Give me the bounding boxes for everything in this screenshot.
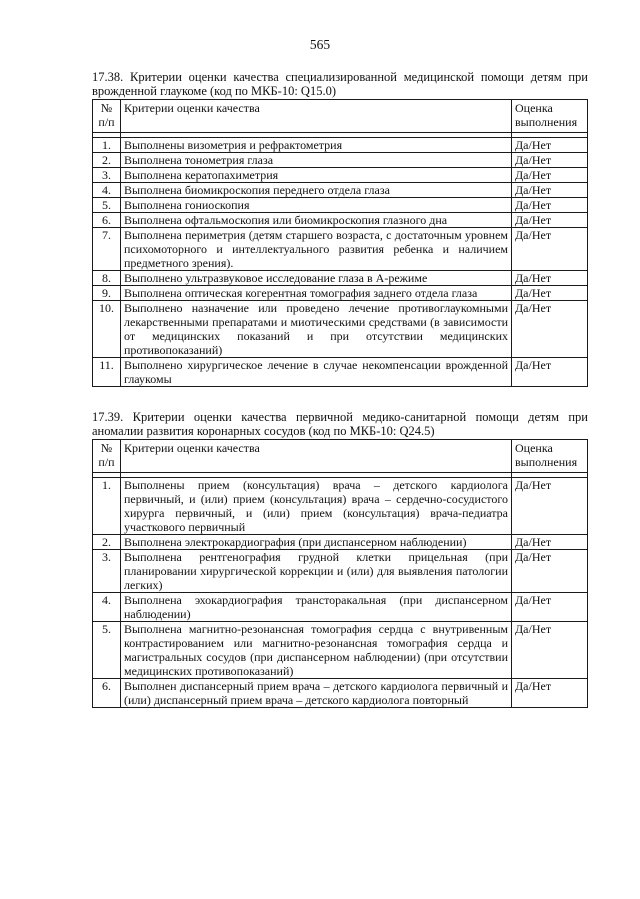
table-row: [93, 271, 588, 286]
page-number: 565: [309, 37, 331, 52]
table-row: [93, 213, 588, 228]
row-number: 3.: [93, 550, 121, 593]
row-number: 3.: [93, 168, 121, 183]
row-criterion: Выполнена гониоскопия: [121, 198, 512, 213]
row-number: 9.: [93, 286, 121, 301]
row-number: 8.: [93, 271, 121, 286]
table-row: [93, 153, 588, 168]
row-evaluation: Да/Нет: [512, 301, 588, 358]
row-evaluation: Да/Нет: [512, 679, 588, 708]
row-number: 7.: [93, 228, 121, 271]
row-number: 6.: [93, 213, 121, 228]
row-number: 5.: [93, 198, 121, 213]
row-evaluation: Да/Нет: [512, 622, 588, 679]
table-row: [93, 535, 588, 550]
header-evaluation: Оценка выполнения: [512, 100, 588, 133]
row-evaluation: Да/Нет: [512, 153, 588, 168]
row-evaluation: Да/Нет: [512, 228, 588, 271]
row-evaluation: Да/Нет: [512, 168, 588, 183]
row-criterion: Выполнена тонометрия глаза: [121, 153, 512, 168]
table-header-row: [93, 100, 588, 133]
row-evaluation: Да/Нет: [512, 198, 588, 213]
row-number: 11.: [93, 358, 121, 387]
row-criterion: Выполнена офтальмоскопия или биомикроскопия глазного дна: [121, 213, 512, 228]
row-criterion: Выполнена магнитно-резонансная томография сердца с внутривенным контрастированием или магнитно-резонансная томография сердца и магистральных сосудов (при диспансерном наблюдении) (при отсутствии медицинских противопоказаний): [121, 622, 512, 679]
row-criterion: Выполнена периметрия (детям старшего возраста, с достаточным уровнем психомоторного и интеллектуального развития ребенка и наличием предметного зрения).: [121, 228, 512, 271]
row-evaluation: Да/Нет: [512, 358, 588, 387]
section-17-39: [92, 410, 588, 708]
row-number: 2.: [93, 153, 121, 168]
row-evaluation: Да/Нет: [512, 550, 588, 593]
row-criterion: Выполнена электрокардиография (при диспансерном наблюдении): [121, 535, 512, 550]
row-evaluation: Да/Нет: [512, 271, 588, 286]
table-row: [93, 138, 588, 153]
row-evaluation: Да/Нет: [512, 478, 588, 535]
row-criterion: Выполнена рентгенография грудной клетки прицельная (при планировании хирургической коррекции и (или) для выявления патологии легких): [121, 550, 512, 593]
section-title: 17.39. Критерии оценки качества первичной медико-санитарной помощи детям при аномалии развития коронарных сосудов (код по МКБ-10: Q24.5): [92, 410, 588, 438]
row-evaluation: Да/Нет: [512, 183, 588, 198]
row-criterion: Выполнены визометрия и рефрактометрия: [121, 138, 512, 153]
row-number: 1.: [93, 478, 121, 535]
table-row: [93, 228, 588, 271]
row-number: 4.: [93, 593, 121, 622]
row-criterion: Выполнена эхокардиография трансторакальная (при диспансерном наблюдении): [121, 593, 512, 622]
row-criterion: Выполнена оптическая когерентная томография заднего отдела глаза: [121, 286, 512, 301]
table-row: [93, 198, 588, 213]
row-number: 1.: [93, 138, 121, 153]
row-criterion: Выполнена биомикроскопия переднего отдела глаза: [121, 183, 512, 198]
row-evaluation: Да/Нет: [512, 138, 588, 153]
row-number: 10.: [93, 301, 121, 358]
table-row: [93, 478, 588, 535]
header-number: № п/п: [93, 100, 121, 133]
row-number: 2.: [93, 535, 121, 550]
table-row: [93, 679, 588, 708]
section-title: 17.38. Критерии оценки качества специализированной медицинской помощи детям при врожденной глаукоме (код по МКБ-10: Q15.0): [92, 70, 588, 98]
header-number: № п/п: [93, 440, 121, 473]
row-criterion: Выполнено ультразвуковое исследование глаза в А-режиме: [121, 271, 512, 286]
row-evaluation: Да/Нет: [512, 213, 588, 228]
row-number: 5.: [93, 622, 121, 679]
row-criterion: Выполнена кератопахиметрия: [121, 168, 512, 183]
row-criterion: Выполнены прием (консультация) врача – детского кардиолога первичный, и (или) прием (консультация) врача – сердечно-сосудистого хирурга первичный, и (или) прием (консультация) врача-педиатра участкового первичный: [121, 478, 512, 535]
table-row: [93, 593, 588, 622]
table-row: [93, 622, 588, 679]
table-row: [93, 168, 588, 183]
row-criterion: Выполнено назначение или проведено лечение противоглаукомными лекарственными препаратами и миотическими средствами (в зависимости от медицинских показаний и при отсутствии медицинских противопоказаний): [121, 301, 512, 358]
row-evaluation: Да/Нет: [512, 593, 588, 622]
header-criterion: Критерии оценки качества: [121, 100, 512, 133]
table-row: [93, 550, 588, 593]
table-row: [93, 183, 588, 198]
table-row: [93, 301, 588, 358]
row-number: 4.: [93, 183, 121, 198]
table-row: [93, 286, 588, 301]
criteria-table: [92, 99, 588, 387]
table-row: [93, 358, 588, 387]
criteria-table: [92, 439, 588, 708]
row-criterion: Выполнено хирургическое лечение в случае некомпенсации врожденной глаукомы: [121, 358, 512, 387]
section-17-38: [92, 70, 588, 387]
table-header-row: [93, 440, 588, 473]
row-evaluation: Да/Нет: [512, 535, 588, 550]
row-evaluation: Да/Нет: [512, 286, 588, 301]
header-criterion: Критерии оценки качества: [121, 440, 512, 473]
row-criterion: Выполнен диспансерный прием врача – детского кардиолога первичный и (или) диспансерный прием врача – детского кардиолога повторный: [121, 679, 512, 708]
row-number: 6.: [93, 679, 121, 708]
header-evaluation: Оценка выполнения: [512, 440, 588, 473]
